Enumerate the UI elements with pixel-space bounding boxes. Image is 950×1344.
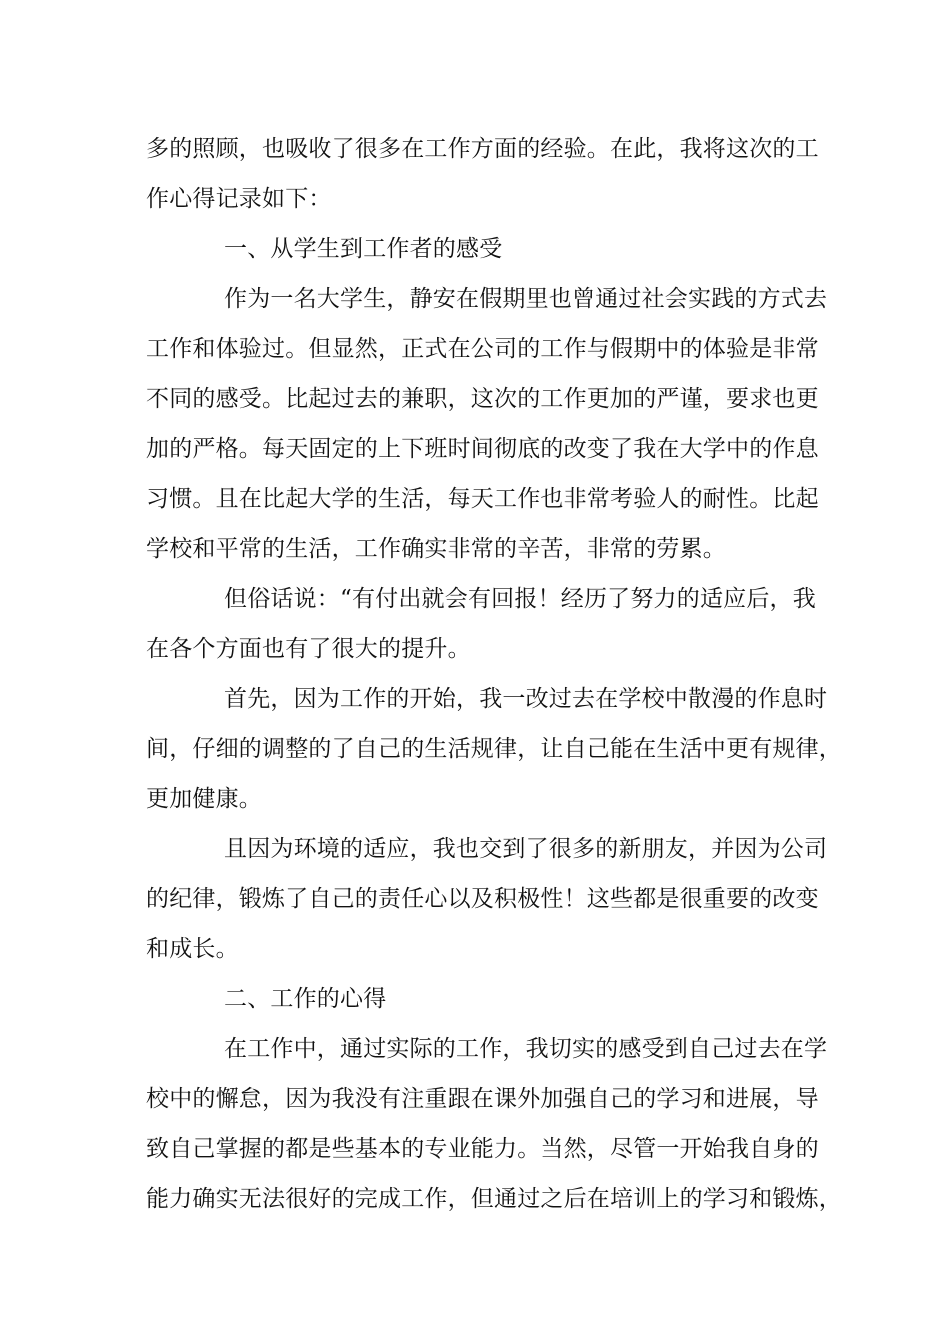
text-line: 校中的懈怠，因为我没有注重跟在课外加强自己的学习和进展，导: [146, 1086, 819, 1112]
text-line: 作为一名大学生，静安在假期里也曾通过社会实践的方式去: [224, 286, 828, 312]
text-line: 更加健康。: [146, 786, 262, 812]
text-line: 工作和体验过。但显然，正式在公司的工作与假期中的体验是非常: [146, 336, 819, 362]
text-line: 首先，因为工作的开始，我一改过去在学校中散漫的作息时: [224, 686, 828, 712]
text-line: 且因为环境的适应，我也交到了很多的新朋友，并因为公司: [224, 836, 828, 862]
document-body: [146, 124, 842, 1224]
text-line: 但俗话说：“有付出就会有回报！经历了努力的适应后，我: [224, 586, 816, 612]
section-heading: 二、工作的心得: [224, 986, 387, 1012]
text-line: 能力确实无法很好的完成工作，但通过之后在培训上的学习和锻炼，: [146, 1186, 842, 1212]
text-line: 不同的感受。比起过去的兼职，这次的工作更加的严谨，要求也更: [146, 386, 819, 412]
text-line: 的纪律，锻炼了自己的责任心以及积极性！这些都是很重要的改变: [146, 886, 819, 912]
text-line: 间，仔细的调整的了自己的生活规律，让自己能在生活中更有规律，: [146, 736, 842, 762]
section-heading: 一、从学生到工作者的感受: [224, 236, 503, 262]
text-line: 在工作中，通过实际的工作，我切实的感受到自己过去在学: [224, 1036, 828, 1062]
text-line: 习惯。且在比起大学的生活，每天工作也非常考验人的耐性。比起: [146, 486, 819, 512]
text-line: 在各个方面也有了很大的提升。: [146, 636, 471, 662]
text-line: 加的严格。每天固定的上下班时间彻底的改变了我在大学中的作息: [146, 436, 819, 462]
text-line: 多的照顾，也吸收了很多在工作方面的经验。在此，我将这次的工: [146, 136, 819, 162]
text-line: 学校和平常的生活，工作确实非常的辛苦，非常的劳累。: [146, 536, 726, 562]
text-line: 和成长。: [146, 936, 239, 962]
text-line: 作心得记录如下：: [146, 186, 332, 212]
text-line: 致自己掌握的都是些基本的专业能力。当然，尽管一开始我自身的: [146, 1136, 819, 1162]
